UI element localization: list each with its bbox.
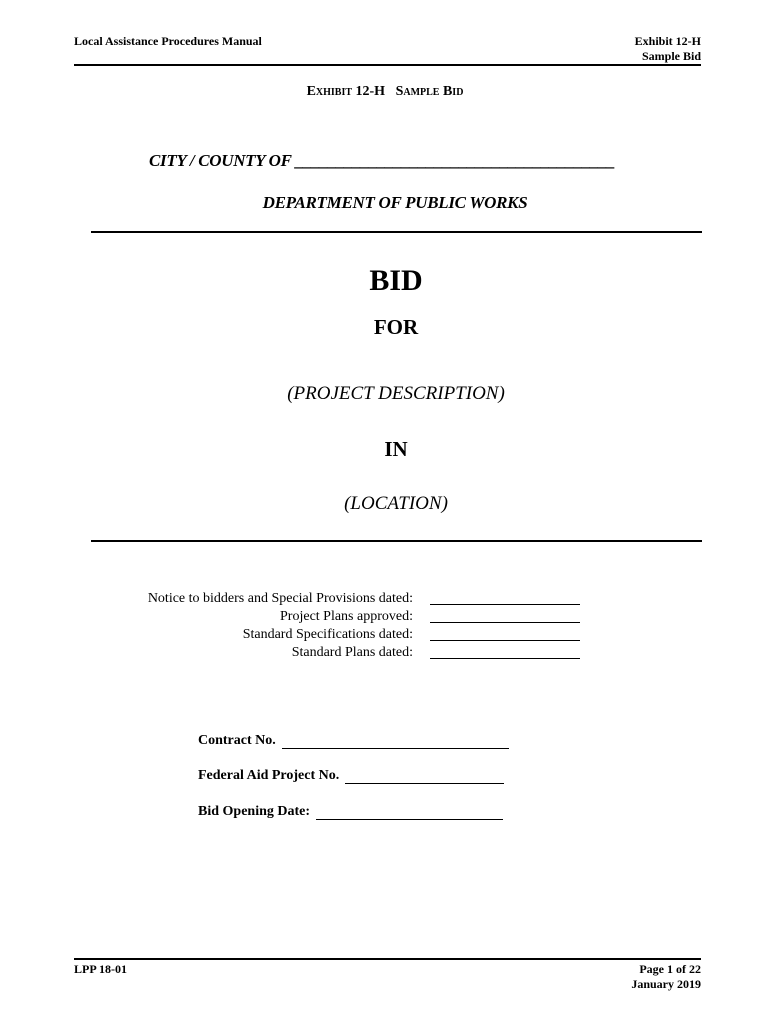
top-divider [91,231,702,233]
bid-opening-date-row [198,804,503,820]
header-exhibit-label [635,34,701,64]
footer-page-info [631,962,701,992]
date-label: Standard Plans dated: [291,645,413,660]
bid-opening-date-field[interactable] [316,806,503,820]
federal-aid-project-row [198,768,504,784]
date-blank-field[interactable] [430,590,580,605]
date-blank-field[interactable] [430,644,580,659]
contract-no-field[interactable] [282,735,509,749]
date-row-plans [100,608,600,626]
date-label: Project Plans approved: [280,609,413,624]
date-blank-field[interactable] [430,626,580,641]
project-description-placeholder: (PROJECT DESCRIPTION) [287,383,505,404]
date-label: Notice to bidders and Special Provisions dated: [147,591,413,606]
federal-aid-project-label: Federal Aid Project No. [198,768,340,783]
location-placeholder: (LOCATION) [344,493,448,514]
date-row-notice [100,590,600,608]
header-exhibit-number: Exhibit 12-H [634,34,701,48]
date-row-standard-plans [100,644,600,662]
footer-document-code: LPP 18-01 [74,962,127,976]
bid-heading: BID [369,264,423,297]
date-label: Standard Specifications dated: [242,627,413,642]
bid-opening-date-label: Bid Opening Date: [198,804,311,819]
date-blank-field[interactable] [430,608,580,623]
exhibit-title: Exhibit 12-H Sample Bid [306,84,464,99]
footer-date: January 2019 [631,977,701,991]
in-heading: IN [384,437,408,461]
date-row-specifications [100,626,600,644]
page-number: Page 1 of 22 [639,962,701,976]
header-manual-title: Local Assistance Procedures Manual [74,34,262,48]
dates-section [100,590,600,662]
header-divider [74,64,701,66]
contract-no-row [198,733,509,749]
department-name: DEPARTMENT OF PUBLIC WORKS [262,193,528,212]
contract-no-label: Contract No. [198,733,276,748]
for-heading: FOR [373,315,419,339]
footer-divider [74,958,701,960]
city-county-line: CITY / COUNTY OF _______________________________________ [149,151,616,170]
bottom-divider [91,540,702,542]
federal-aid-project-field[interactable] [345,770,504,784]
header-exhibit-name: Sample Bid [641,49,701,63]
